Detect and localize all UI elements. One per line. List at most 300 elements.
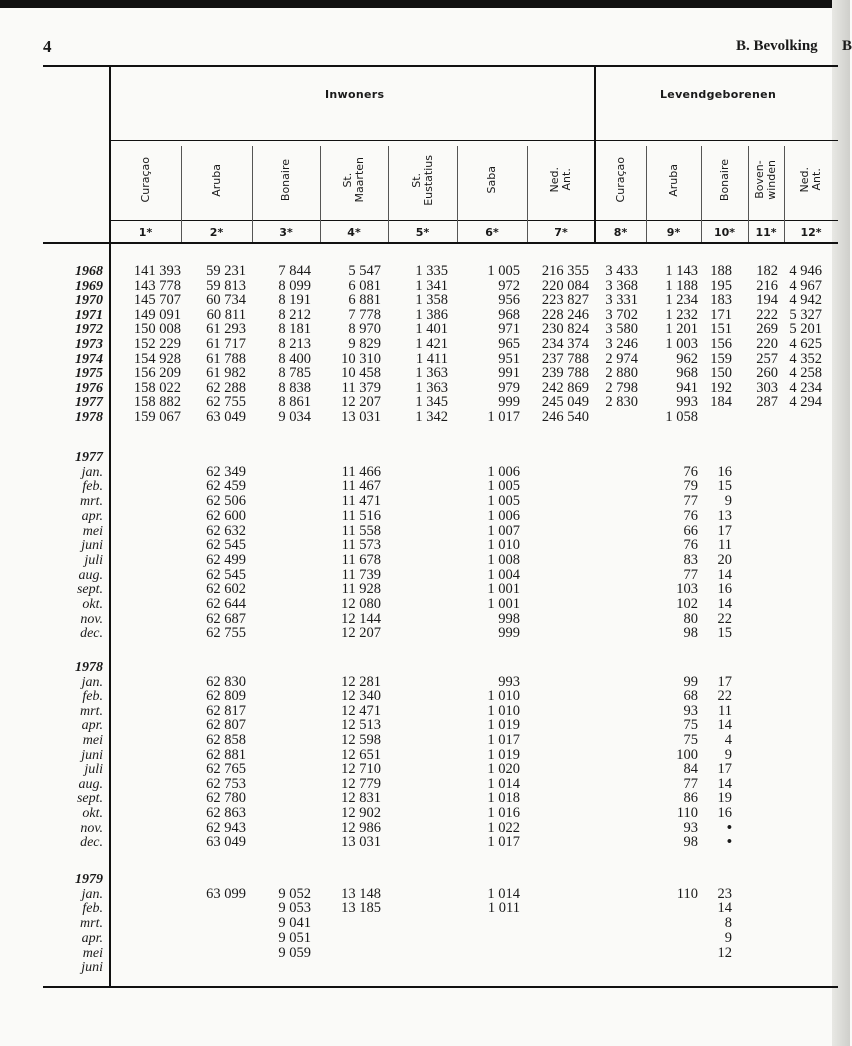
table-cell: 8 213 xyxy=(278,336,311,352)
column-label-text: St. Maarten xyxy=(341,157,366,203)
table-row xyxy=(0,901,850,916)
table-cell: 158 022 xyxy=(133,379,181,396)
table-cell: 62 644 xyxy=(206,596,246,612)
table-cell: 9 053 xyxy=(278,900,311,917)
table-cell: 220 084 xyxy=(541,277,589,294)
table-cell: 1 005 xyxy=(487,493,520,510)
table-cell: 63 049 xyxy=(206,834,246,851)
table-cell: 303 xyxy=(756,379,778,396)
table-cell: 77 xyxy=(683,493,698,510)
table-cell: 3 331 xyxy=(605,292,638,309)
table-cell: 62 881 xyxy=(206,746,246,763)
table-cell: • xyxy=(726,819,732,836)
table-cell: 6 081 xyxy=(348,277,381,294)
table-cell: 156 xyxy=(710,336,732,352)
table-cell: 1 401 xyxy=(415,321,448,338)
table-cell: 16 xyxy=(717,581,732,598)
table-cell: 17 xyxy=(717,761,732,778)
group-heading-inwoners: Inwoners xyxy=(325,88,385,101)
table-cell: 62 600 xyxy=(206,507,246,524)
row-label: okt. xyxy=(82,806,103,821)
column-label xyxy=(784,142,838,218)
table-cell: 63 049 xyxy=(206,409,246,425)
table-cell: 1 016 xyxy=(487,805,520,821)
row-label: 1972 xyxy=(75,322,103,338)
table-cell: 1 010 xyxy=(487,688,520,705)
table-cell: 62 858 xyxy=(206,732,246,748)
table-row xyxy=(0,916,850,931)
table-cell: 8 970 xyxy=(348,321,381,338)
table-cell: 4 xyxy=(724,732,732,748)
row-label: mrt. xyxy=(80,494,103,510)
column-label-text: Saba xyxy=(485,166,498,194)
table-cell: 9 xyxy=(724,746,732,763)
table-row xyxy=(0,597,850,612)
table-cell: 968 xyxy=(498,306,520,323)
table-cell: 1 001 xyxy=(487,596,520,612)
table-cell: 968 xyxy=(676,365,698,382)
table-cell: 93 xyxy=(683,819,698,836)
table-cell: 4 946 xyxy=(789,263,822,279)
table-cell: 12 207 xyxy=(341,394,381,411)
table-cell: 151 xyxy=(710,321,732,338)
table-cell: 1 020 xyxy=(487,761,520,778)
table-cell: 62 755 xyxy=(206,394,246,411)
row-label: aug. xyxy=(78,567,103,583)
table-cell: 150 008 xyxy=(133,321,181,338)
row-label: juni xyxy=(81,538,103,554)
table-cell: 61 293 xyxy=(206,321,246,338)
table-cell: 12 986 xyxy=(341,819,381,836)
table-cell: 9 041 xyxy=(278,915,311,932)
table-cell: 110 xyxy=(676,885,698,902)
column-label xyxy=(181,142,252,218)
row-label: mei xyxy=(82,523,103,539)
table-cell: 2 830 xyxy=(605,394,638,411)
table-cell: 8 xyxy=(724,915,732,932)
table-cell: 956 xyxy=(498,292,520,309)
table-row xyxy=(0,494,850,509)
table-cell: 4 234 xyxy=(789,379,822,396)
table-cell: 7 778 xyxy=(348,306,381,323)
table-cell: 1 342 xyxy=(415,409,448,425)
table-cell: 9 034 xyxy=(278,409,311,425)
row-label: jan. xyxy=(81,464,103,480)
column-label xyxy=(457,142,527,218)
table-cell: 1 143 xyxy=(665,263,698,279)
row-label: apr. xyxy=(81,930,103,946)
table-cell: 1 010 xyxy=(487,702,520,719)
table-cell: 93 xyxy=(683,702,698,719)
table-cell: 9 051 xyxy=(278,929,311,946)
column-label xyxy=(701,142,748,218)
table-cell: 154 928 xyxy=(133,350,181,367)
table-cell: 86 xyxy=(683,790,698,807)
table-cell: 77 xyxy=(683,775,698,792)
table-row xyxy=(0,689,850,704)
table-cell: 13 xyxy=(717,507,732,524)
table-cell: 12 340 xyxy=(341,688,381,705)
table-row xyxy=(0,718,850,733)
table-cell: 1 019 xyxy=(487,746,520,763)
table-cell: 1 335 xyxy=(415,263,448,279)
table-cell: 183 xyxy=(710,292,732,309)
table-cell: 59 231 xyxy=(206,263,246,279)
row-label: feb. xyxy=(82,689,103,705)
column-number: 7* xyxy=(554,226,568,239)
table-cell: 246 540 xyxy=(541,409,589,425)
row-label: 1973 xyxy=(75,337,103,352)
table-cell: 13 031 xyxy=(341,834,381,851)
table-row xyxy=(0,733,850,748)
table-cell: 1 010 xyxy=(487,537,520,554)
table-cell: 98 xyxy=(683,834,698,851)
table-cell: 3 580 xyxy=(605,321,638,338)
table-cell: 2 974 xyxy=(605,350,638,367)
row-label: 1978 xyxy=(75,410,103,425)
column-label-text: Curaçao xyxy=(613,157,627,203)
table-cell: 8 785 xyxy=(278,365,311,382)
table-cell: 62 817 xyxy=(206,702,246,719)
table-cell: 9 059 xyxy=(278,944,311,961)
table-cell: 260 xyxy=(756,365,778,382)
table-cell: 60 734 xyxy=(206,292,246,309)
table-cell: 223 827 xyxy=(541,292,589,309)
table-cell: 287 xyxy=(756,394,778,411)
table-cell: 220 xyxy=(756,336,778,352)
table-cell: 972 xyxy=(498,277,520,294)
column-number: 10* xyxy=(713,226,736,239)
table-cell: 15 xyxy=(717,625,732,642)
group-rule xyxy=(110,140,838,141)
table-cell: 216 355 xyxy=(541,263,589,279)
table-cell: 991 xyxy=(498,365,520,382)
row-label: 1975 xyxy=(75,366,103,382)
table-cell: 62 863 xyxy=(206,805,246,821)
row-label: juli xyxy=(84,552,103,568)
column-label xyxy=(595,142,646,218)
table-row xyxy=(0,931,850,946)
table-cell: 1 017 xyxy=(487,409,520,425)
table-row xyxy=(0,553,850,568)
table-cell: 1 017 xyxy=(487,834,520,851)
table-cell: 63 099 xyxy=(206,885,246,902)
table-cell: 1 411 xyxy=(415,350,448,367)
table-cell: 1 058 xyxy=(665,409,698,425)
table-cell: 979 xyxy=(498,379,520,396)
row-label: nov. xyxy=(80,611,103,627)
column-label xyxy=(748,142,784,218)
table-cell: 11 xyxy=(718,537,732,554)
table-cell: 11 558 xyxy=(341,522,381,539)
table-cell: 17 xyxy=(717,673,732,690)
table-cell: 12 902 xyxy=(341,805,381,821)
table-cell: 1 005 xyxy=(487,263,520,279)
row-label: jan. xyxy=(81,674,103,690)
table-cell: 66 xyxy=(683,522,698,539)
table-cell: 11 xyxy=(718,702,732,719)
table-cell: 1 363 xyxy=(415,379,448,396)
column-number: 9* xyxy=(666,226,681,239)
table-cell: 12 710 xyxy=(341,761,381,778)
table-row xyxy=(0,960,850,975)
table-cell: 245 049 xyxy=(541,394,589,411)
column-label-text: Bonaire xyxy=(717,158,731,202)
table-cell: 12 779 xyxy=(341,775,381,792)
table-cell: 14 xyxy=(717,775,732,792)
table-cell: 62 830 xyxy=(206,673,246,690)
column-label-text: Ned. Ant. xyxy=(548,167,573,193)
table-row xyxy=(0,479,850,494)
section-year-label: 1977 xyxy=(75,450,103,465)
column-number: 12* xyxy=(800,226,822,239)
column-label-text: Aruba xyxy=(209,163,223,197)
table-cell: 61 982 xyxy=(206,365,246,382)
table-cell: 184 xyxy=(710,394,732,411)
table-cell: 951 xyxy=(498,350,520,367)
table-cell: 3 368 xyxy=(605,277,638,294)
table-cell: 8 181 xyxy=(278,321,311,338)
row-label: mei xyxy=(82,733,103,748)
table-cell: 76 xyxy=(683,507,698,524)
table-cell: 5 201 xyxy=(789,321,822,338)
row-label: feb. xyxy=(82,479,103,495)
table-cell: 3 702 xyxy=(605,306,638,323)
row-label: sept. xyxy=(76,791,103,807)
row-label: 1968 xyxy=(75,264,103,279)
table-cell: 11 678 xyxy=(341,551,381,568)
table-cell: 98 xyxy=(683,625,698,642)
table-cell: 1 014 xyxy=(487,885,520,902)
table-cell: 9 052 xyxy=(278,885,311,902)
row-label: 1971 xyxy=(75,307,103,323)
table-cell: 1 345 xyxy=(415,394,448,411)
table-cell: 965 xyxy=(498,336,520,352)
table-cell: 77 xyxy=(683,566,698,583)
table-cell: 195 xyxy=(710,277,732,294)
table-cell: 1 358 xyxy=(415,292,448,309)
table-cell: 1 005 xyxy=(487,478,520,495)
table-cell: 239 788 xyxy=(541,365,589,382)
table-row xyxy=(0,337,850,352)
table-cell: 62 288 xyxy=(206,379,246,396)
table-cell: 68 xyxy=(683,688,698,705)
table-cell: 1 017 xyxy=(487,732,520,748)
table-row xyxy=(0,821,850,836)
row-label: aug. xyxy=(78,776,103,792)
row-label: 1974 xyxy=(75,351,103,367)
table-cell: 152 229 xyxy=(133,336,181,352)
table-cell: 12 080 xyxy=(341,596,381,612)
row-label: 1969 xyxy=(75,278,103,294)
table-cell: 62 780 xyxy=(206,790,246,807)
table-cell: 8 400 xyxy=(278,350,311,367)
column-number: 8* xyxy=(613,226,628,239)
row-label: feb. xyxy=(82,901,103,917)
top-rule xyxy=(43,65,838,67)
table-cell: 143 778 xyxy=(133,277,181,294)
table-cell: 234 374 xyxy=(541,336,589,352)
section-heading-row xyxy=(0,660,850,675)
table-cell: 62 755 xyxy=(206,625,246,642)
table-cell: 59 813 xyxy=(206,277,246,294)
table-cell: 23 xyxy=(717,885,732,902)
table-cell: 4 258 xyxy=(789,365,822,382)
table-cell: 1 003 xyxy=(665,336,698,352)
table-cell: 62 499 xyxy=(206,551,246,568)
table-cell: 1 006 xyxy=(487,463,520,480)
table-cell: 61 788 xyxy=(206,350,246,367)
row-label: apr. xyxy=(81,508,103,524)
row-label: apr. xyxy=(81,718,103,734)
table-cell: 1 019 xyxy=(487,717,520,734)
table-cell: 242 869 xyxy=(541,379,589,396)
row-label: jan. xyxy=(81,886,103,902)
row-label: juni xyxy=(81,960,103,976)
page-number: 4 xyxy=(43,37,52,56)
table-cell: • xyxy=(726,834,732,851)
table-cell: 12 144 xyxy=(341,610,381,627)
table-cell: 1 014 xyxy=(487,775,520,792)
table-cell: 6 881 xyxy=(348,292,381,309)
bottom-rule xyxy=(43,986,838,988)
table-cell: 158 882 xyxy=(133,394,181,411)
table-cell: 14 xyxy=(717,900,732,917)
row-label: 1976 xyxy=(75,380,103,396)
table-cell: 61 717 xyxy=(206,336,246,352)
row-label: mrt. xyxy=(80,916,103,932)
table-cell: 257 xyxy=(756,350,778,367)
column-number: 6* xyxy=(485,226,499,239)
table-cell: 13 148 xyxy=(341,885,381,902)
table-cell: 75 xyxy=(683,732,698,748)
table-cell: 1 234 xyxy=(665,292,698,309)
row-label: juli xyxy=(84,762,103,778)
table-cell: 1 232 xyxy=(665,306,698,323)
table-cell: 188 xyxy=(710,263,732,279)
table-cell: 993 xyxy=(498,673,520,690)
table-cell: 141 393 xyxy=(133,263,181,279)
table-cell: 1 001 xyxy=(487,581,520,598)
table-cell: 11 516 xyxy=(341,507,381,524)
table-cell: 14 xyxy=(717,717,732,734)
table-cell: 3 246 xyxy=(605,336,638,352)
row-label: 1970 xyxy=(75,293,103,309)
table-cell: 11 379 xyxy=(341,379,381,396)
table-row xyxy=(0,538,850,553)
table-row xyxy=(0,946,850,961)
column-label xyxy=(320,142,388,218)
section-year-label: 1979 xyxy=(75,872,103,887)
column-number: 11* xyxy=(755,226,777,239)
table-cell: 5 547 xyxy=(348,263,381,279)
table-cell: 11 573 xyxy=(341,537,381,554)
table-cell: 11 928 xyxy=(341,581,381,598)
table-cell: 8 861 xyxy=(278,394,311,411)
table-cell: 62 545 xyxy=(206,566,246,583)
table-cell: 2 880 xyxy=(605,365,638,382)
table-cell: 13 185 xyxy=(341,900,381,917)
table-cell: 1 341 xyxy=(415,277,448,294)
column-label-text: Curaçao xyxy=(138,157,152,203)
label-rule xyxy=(110,220,838,221)
table-cell: 20 xyxy=(717,551,732,568)
table-cell: 8 212 xyxy=(278,306,311,323)
table-cell: 999 xyxy=(498,394,520,411)
table-row xyxy=(0,835,850,850)
table-cell: 11 466 xyxy=(341,463,381,480)
table-cell: 998 xyxy=(498,610,520,627)
table-cell: 60 811 xyxy=(206,306,246,323)
table-cell: 1 004 xyxy=(487,566,520,583)
table-row xyxy=(0,366,850,381)
table-row xyxy=(0,762,850,777)
table-cell: 4 352 xyxy=(789,350,822,367)
section-heading-row xyxy=(0,450,850,465)
column-label-text: Bonaire xyxy=(279,158,292,202)
table-cell: 3 433 xyxy=(605,263,638,279)
table-cell: 171 xyxy=(710,306,732,323)
table-cell: 12 831 xyxy=(341,790,381,807)
table-cell: 62 506 xyxy=(206,493,246,510)
row-label: 1977 xyxy=(75,395,103,411)
section-title: B. Bevolking xyxy=(736,38,818,54)
column-label xyxy=(646,142,701,218)
table-cell: 145 707 xyxy=(133,292,181,309)
table-cell: 1 421 xyxy=(415,336,448,352)
table-cell: 4 625 xyxy=(789,336,822,352)
table-cell: 14 xyxy=(717,566,732,583)
table-cell: 16 xyxy=(717,463,732,480)
table-cell: 83 xyxy=(683,551,698,568)
column-number: 5* xyxy=(415,226,430,239)
table-cell: 1 006 xyxy=(487,507,520,524)
row-label: juni xyxy=(81,747,103,763)
column-label-text: Ned. Ant. xyxy=(798,167,823,193)
header-bottom-rule xyxy=(43,242,838,244)
column-label xyxy=(527,142,595,218)
table-cell: 228 246 xyxy=(541,306,589,323)
table-cell: 22 xyxy=(717,688,732,705)
table-cell: 150 xyxy=(710,365,732,382)
table-cell: 971 xyxy=(498,321,520,338)
table-cell: 62 943 xyxy=(206,819,246,836)
table-cell: 62 687 xyxy=(206,610,246,627)
table-cell: 4 942 xyxy=(789,292,822,309)
table-row xyxy=(0,806,850,821)
row-label: dec. xyxy=(80,626,103,642)
table-cell: 13 031 xyxy=(341,409,381,425)
table-cell: 941 xyxy=(676,379,698,396)
table-cell: 11 467 xyxy=(341,478,381,495)
table-row xyxy=(0,509,850,524)
table-cell: 8 099 xyxy=(278,277,311,294)
table-row xyxy=(0,626,850,641)
table-cell: 76 xyxy=(683,463,698,480)
table-cell: 1 018 xyxy=(487,790,520,807)
scan-top-band xyxy=(0,0,850,8)
table-cell: 1 008 xyxy=(487,551,520,568)
table-cell: 84 xyxy=(683,761,698,778)
table-cell: 159 xyxy=(710,350,732,367)
table-cell: 216 xyxy=(756,277,778,294)
table-cell: 99 xyxy=(683,673,698,690)
table-cell: 100 xyxy=(676,746,698,763)
table-cell: 10 310 xyxy=(341,350,381,367)
table-cell: 222 xyxy=(756,306,778,323)
table-cell: 4 294 xyxy=(789,394,822,411)
group-heading-levendgeborenen: Levendgeborenen xyxy=(660,88,777,101)
